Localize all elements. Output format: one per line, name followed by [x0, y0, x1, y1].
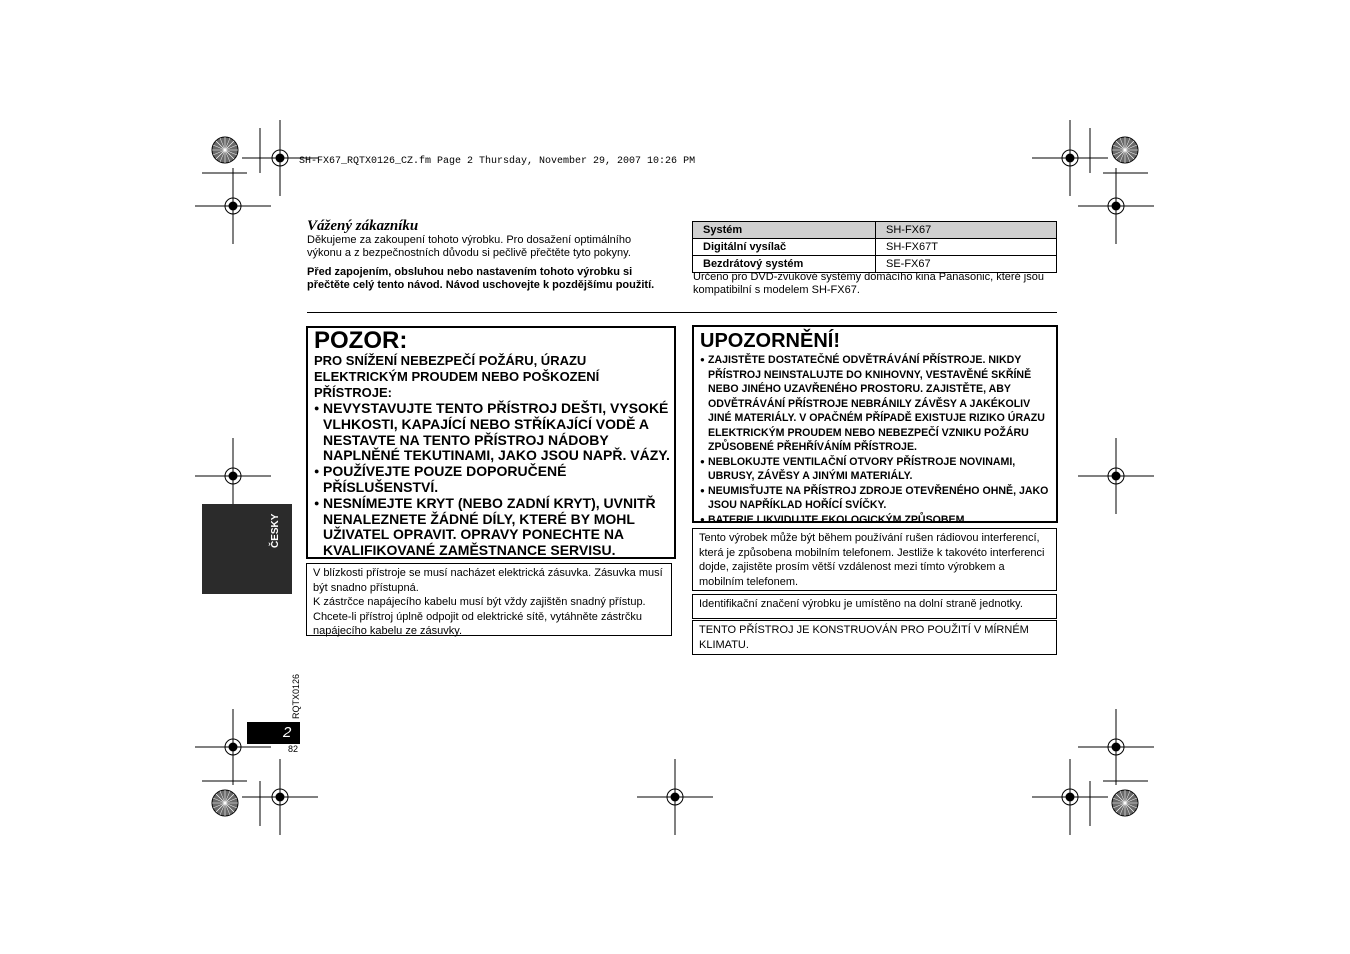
divider	[307, 312, 1057, 313]
caution-item: ● NEBLOKUJTE VENTILAČNÍ OTVORY PŘÍSTROJE NOVINAMI, UBRUSY, ZÁVĚSY A JINÝMI MATERIÁLY.	[700, 455, 1056, 484]
registration-star-icon	[212, 137, 238, 163]
spec-label: Bezdrátový systém	[693, 256, 876, 273]
caution-box-upozorneni	[692, 325, 1058, 526]
caution-item: ● NEUMISŤUJTE NA PŘÍSTROJ ZDROJE OTEVŘENÉHO OHNĚ, JAKO JSOU NAPŘÍKLAD HOŘÍCÍ SVÍČKY.	[700, 484, 1056, 513]
registration-star-icon	[1112, 790, 1138, 816]
registration-cross-icon	[1032, 759, 1108, 835]
greeting-text: Děkujeme za zakoupení tohoto výrobku. Pro dosažení optimálního výkonu a z bezpečnostních důvodu si pečlivě přečtěte tyto pokyny.	[307, 234, 632, 259]
page-number-block	[247, 722, 300, 744]
print-header-line: SH-FX67_RQTX0126_CZ.fm Page 2 Thursday, November 29, 2007 10:26 PM	[299, 156, 696, 167]
warning-item: ● NESNÍMEJTE KRYT (NEBO ZADNÍ KRYT), UVNITŘ NENALEZNETE ŽÁDNÉ DÍLY, KTERÉ BY MOHL UŽIVATEL OPRAVIT. OPRAVY PONECHTE NA KVALIFIKOVANÉ ZAMĚSTNANCE SERVISU.	[314, 496, 674, 559]
spec-label: Digitální vysílač	[693, 239, 876, 256]
registration-cross-icon	[195, 709, 271, 785]
registration-cross-icon	[195, 438, 271, 514]
spec-row	[693, 256, 1057, 273]
spec-row	[693, 239, 1057, 256]
greeting-bold-text: Před zapojením, obsluhou nebo nastavením tohoto výrobku si přečtěte celý tento návod. Návod uschovejte k pozdějšímu použití.	[307, 266, 655, 291]
greeting-title: Vážený zákazníku	[307, 218, 419, 234]
document-code: RQTX0126	[291, 673, 301, 719]
registration-cross-icon	[1078, 438, 1154, 514]
caution-title: UPOZORNĚNÍ!	[700, 330, 840, 352]
warning-title: POZOR:	[314, 327, 408, 354]
registration-star-icon	[1112, 137, 1138, 163]
page-number: 2	[283, 724, 292, 741]
registration-star-icon	[212, 790, 238, 816]
registration-cross-icon	[1078, 168, 1154, 244]
page-number-small: 82	[288, 744, 299, 754]
spec-note: Určeno pro DVD-zvukové systémy domácího kina Panasonic, které jsou kompatibilní s modelem SH-FX67.	[693, 271, 1044, 296]
spec-table	[692, 221, 1057, 273]
spec-value: SH-FX67	[876, 222, 1057, 239]
caution-item: ● BATERIE LIKVIDUJTE EKOLOGICKÝM ZPŮSOBEM.	[700, 513, 1056, 528]
interference-note-box: Tento výrobek může být během používání rušen rádiovou interferencí, která je způsobena mobilním telefonem. Jestliže k takovéto interferenci dojde, zajistěte prosím větší vzdálenost mezi tímto výrobkem a mobilním telefonem.	[692, 528, 1057, 591]
warning-item: ● NEVYSTAVUJTE TENTO PŘÍSTROJ DEŠTI, VYSOKÉ VLHKOSTI, KAPAJÍCÍ NEBO STŘÍKAJÍCÍ VODĚ A NESTAVTE NA TENTO PŘÍSTROJ NÁDOBY NAPLNĚNÉ TEKUTINAMI, JAKO JSOU NAPŘ. VÁZY.	[314, 401, 674, 464]
socket-note-line: K zástrčce napájecího kabelu musí být vždy zajištěn snadný přístup. Chcete-li přístroj úplně odpojit od elektrické sítě, vytáhněte zástrčku napájecího kabelu ze zásuvky.	[313, 596, 646, 637]
spec-row	[693, 222, 1057, 239]
registration-cross-icon	[637, 759, 713, 835]
climate-note-box: TENTO PŘÍSTROJ JE KONSTRUOVÁN PRO POUŽITÍ V MÍRNÉM KLIMATU.	[692, 620, 1057, 655]
caution-item: ● ZAJISTĚTE DOSTATEČNÉ ODVĚTRÁVÁNÍ PŘÍSTROJE. NIKDY PŘÍSTROJ NEINSTALUJTE DO KNIHOVNY, VESTAVĚNÉ SKŘÍNĚ NEBO JINÉHO UZAVŘENÉHO PROSTORU. ZAJISTĚTE, ABY ODVĚTRÁVÁNÍ PŘÍSTROJE NEBRÁNILY ZÁVĚSY A JAKÉKOLIV JINÉ MATERIÁLY. V OPAČNÉM PŘÍPADĚ EXISTUJE RIZIKO ÚRAZU ELEKTRICKÝM PROUDEM NEBO NEBEZPEČÍ VZNIKU POŽÁRU ZPŮSOBENÉ PŘEHŘÍVÁNÍM PŘÍSTROJE.	[700, 353, 1056, 455]
spec-value: SE-FX67	[876, 256, 1057, 273]
socket-note-line: V blízkosti přístroje se musí nacházet elektrická zásuvka. Zásuvka musí být snadno přístupná.	[313, 567, 663, 594]
registration-cross-icon	[1032, 120, 1108, 196]
registration-cross-icon	[1078, 709, 1154, 785]
socket-note-box	[306, 563, 672, 636]
warning-item: ● POUŽÍVEJTE POUZE DOPORUČENÉ PŘÍSLUŠENSTVÍ.	[314, 464, 674, 496]
spec-label: Systém	[693, 222, 876, 239]
warning-list	[314, 401, 674, 559]
language-tab-label: ČESKY	[270, 513, 281, 548]
warning-box-pozor	[306, 326, 676, 559]
caution-list	[700, 353, 1056, 527]
warning-subtitle: PRO SNÍŽENÍ NEBEZPEČÍ POŽÁRU, ÚRAZU ELEKTRICKÝM PROUDEM NEBO POŠKOZENÍ PŘÍSTROJE:	[314, 353, 600, 400]
spec-value: SH-FX67T	[876, 239, 1057, 256]
registration-cross-icon	[242, 759, 318, 835]
id-note-box: Identifikační značení výrobku je umístěno na dolní straně jednotky.	[692, 594, 1057, 619]
registration-cross-icon	[195, 168, 271, 244]
